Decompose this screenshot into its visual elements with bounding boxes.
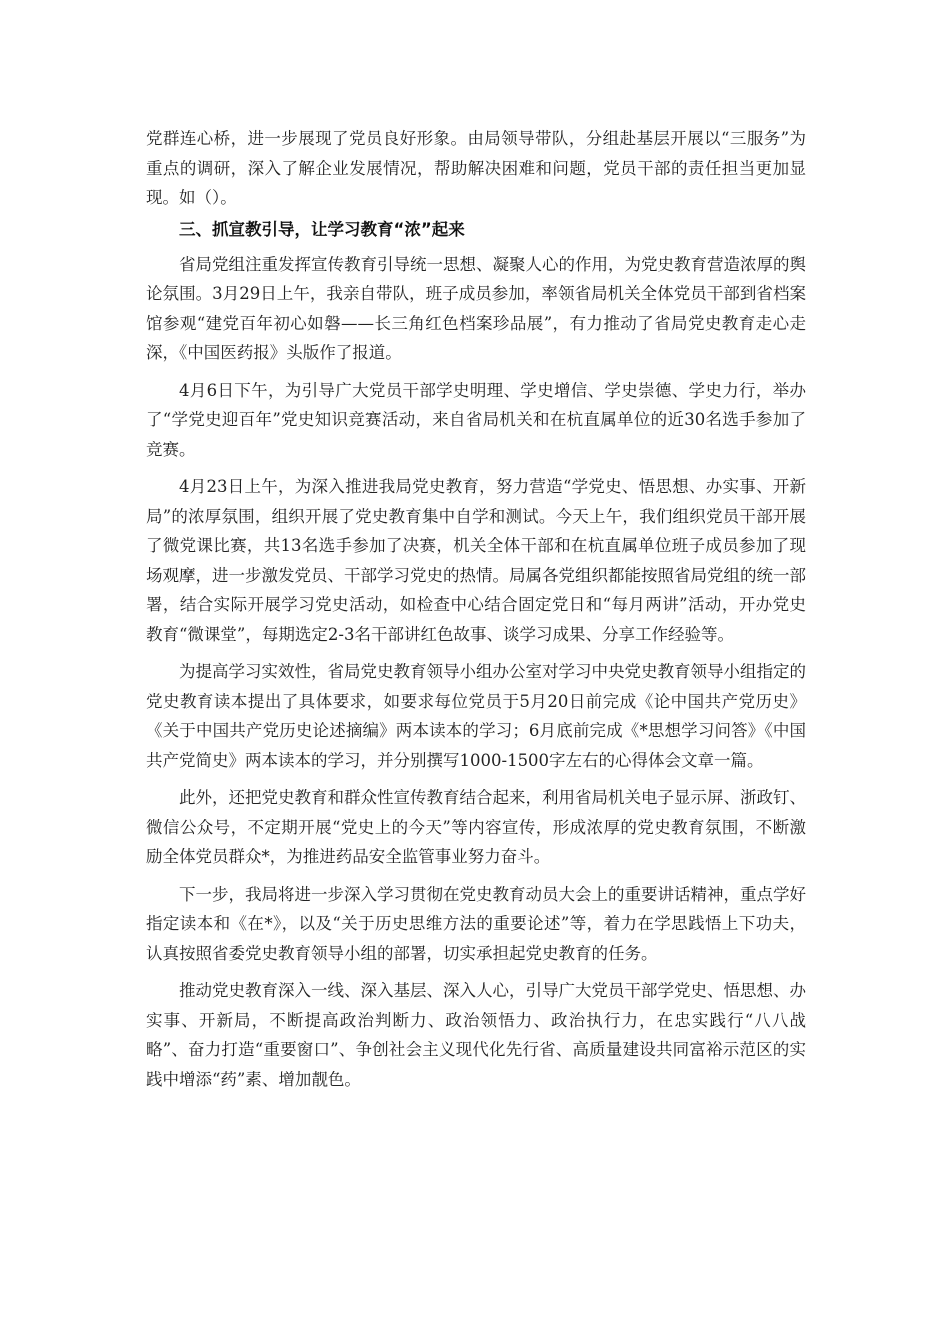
paragraph-publicity: 此外，还把党史教育和群众性宣传教育结合起来，利用省局机关电子显示屏、浙政钉、微信公众号，不定期开展“党史上的今天”等内容宣传，形成浓厚的党史教育氛围，不断激励全体党员群众*，为推进药品安全监管事业努力奋斗。 [146,788,806,866]
paragraph-exhibition-visit: 省局党组注重发挥宣传教育引导统一思想、凝聚人心的作用，为党史教育营造浓厚的舆论氛围。3月29日上午，我亲自带队，班子成员参加，率领省局机关全体党员干部到省档案馆参观“建党百年初心如磐——长三角红色档案珍品展”，有力推动了省局党史教育走心走深，《中国医药报》头版作了报道。 [146,254,806,362]
paragraph-reading-requirements: 为提高学习实效性，省局党史教育领导小组办公室对学习中央党史教育领导小组指定的党史教育读本提出了具体要求，如要求每位党员于5月20日前完成《论中国共产党历史》《关于中国共产党历史论述摘编》两本读本的学习；6月底前完成《*思想学习问答》《中国共产党简史》两本读本的学习，并分别撰写1000-1500字左右的心得体会文章一篇。 [146,662,806,770]
continuation-paragraph: 党群连心桥，进一步展现了党员良好形象。由局领导带队，分组赴基层开展以“三服务”为重点的调研，深入了解企业发展情况，帮助解决困难和问题，党员干部的责任担当更加显现。如（）。 [146,129,806,207]
paragraph-conclusion: 推动党史教育深入一线、深入基层、深入人心，引导广大党员干部学党史、悟思想、办实事、开新局，不断提高政治判断力、政治领悟力、政治执行力，在忠实践行“八八战略”、奋力打造“重要窗口”、争创社会主义现代化先行省、高质量建设共同富裕示范区的实践中增添“药”素、增加靓色。 [146,981,806,1089]
paragraph-micro-lecture: 4月23日上午，为深入推进我局党史教育，努力营造“学党史、悟思想、办实事、开新局”的浓厚氛围，组织开展了党史教育集中自学和测试。今天上午，我们组织党员干部开展了微党课比赛，共13名选手参加了决赛，机关全体干部和在杭直属单位班子成员参加了现场观摩，进一步激发党员、干部学习党史的热情。局属各党组织都能按照省局党组的统一部署，结合实际开展学习党史活动，如检查中心结合固定党日和“每月两讲”活动，开办党史教育“微课堂”，每期选定2-3名干部讲红色故事、谈学习成果、分享工作经验等。 [146,477,806,644]
paragraph-next-steps: 下一步，我局将进一步深入学习贯彻在党史教育动员大会上的重要讲话精神，重点学好指定读本和《在*》，以及“关于历史思维方法的重要论述”等，着力在学思践悟上下功夫，认真按照省委党史教育领导小组的部署，切实承担起党史教育的任务。 [146,884,806,963]
document-page [146,124,806,1102]
section-heading: 三、抓宣教引导，让学习教育“浓”起来 [179,219,465,239]
paragraph-knowledge-contest: 4月6日下午，为引导广大党员干部学史明理、学史增信、学史崇德、学史力行，举办了“学党史迎百年”党史知识竞赛活动，来自省局机关和在杭直属单位的近30名选手参加了竞赛。 [146,380,806,459]
